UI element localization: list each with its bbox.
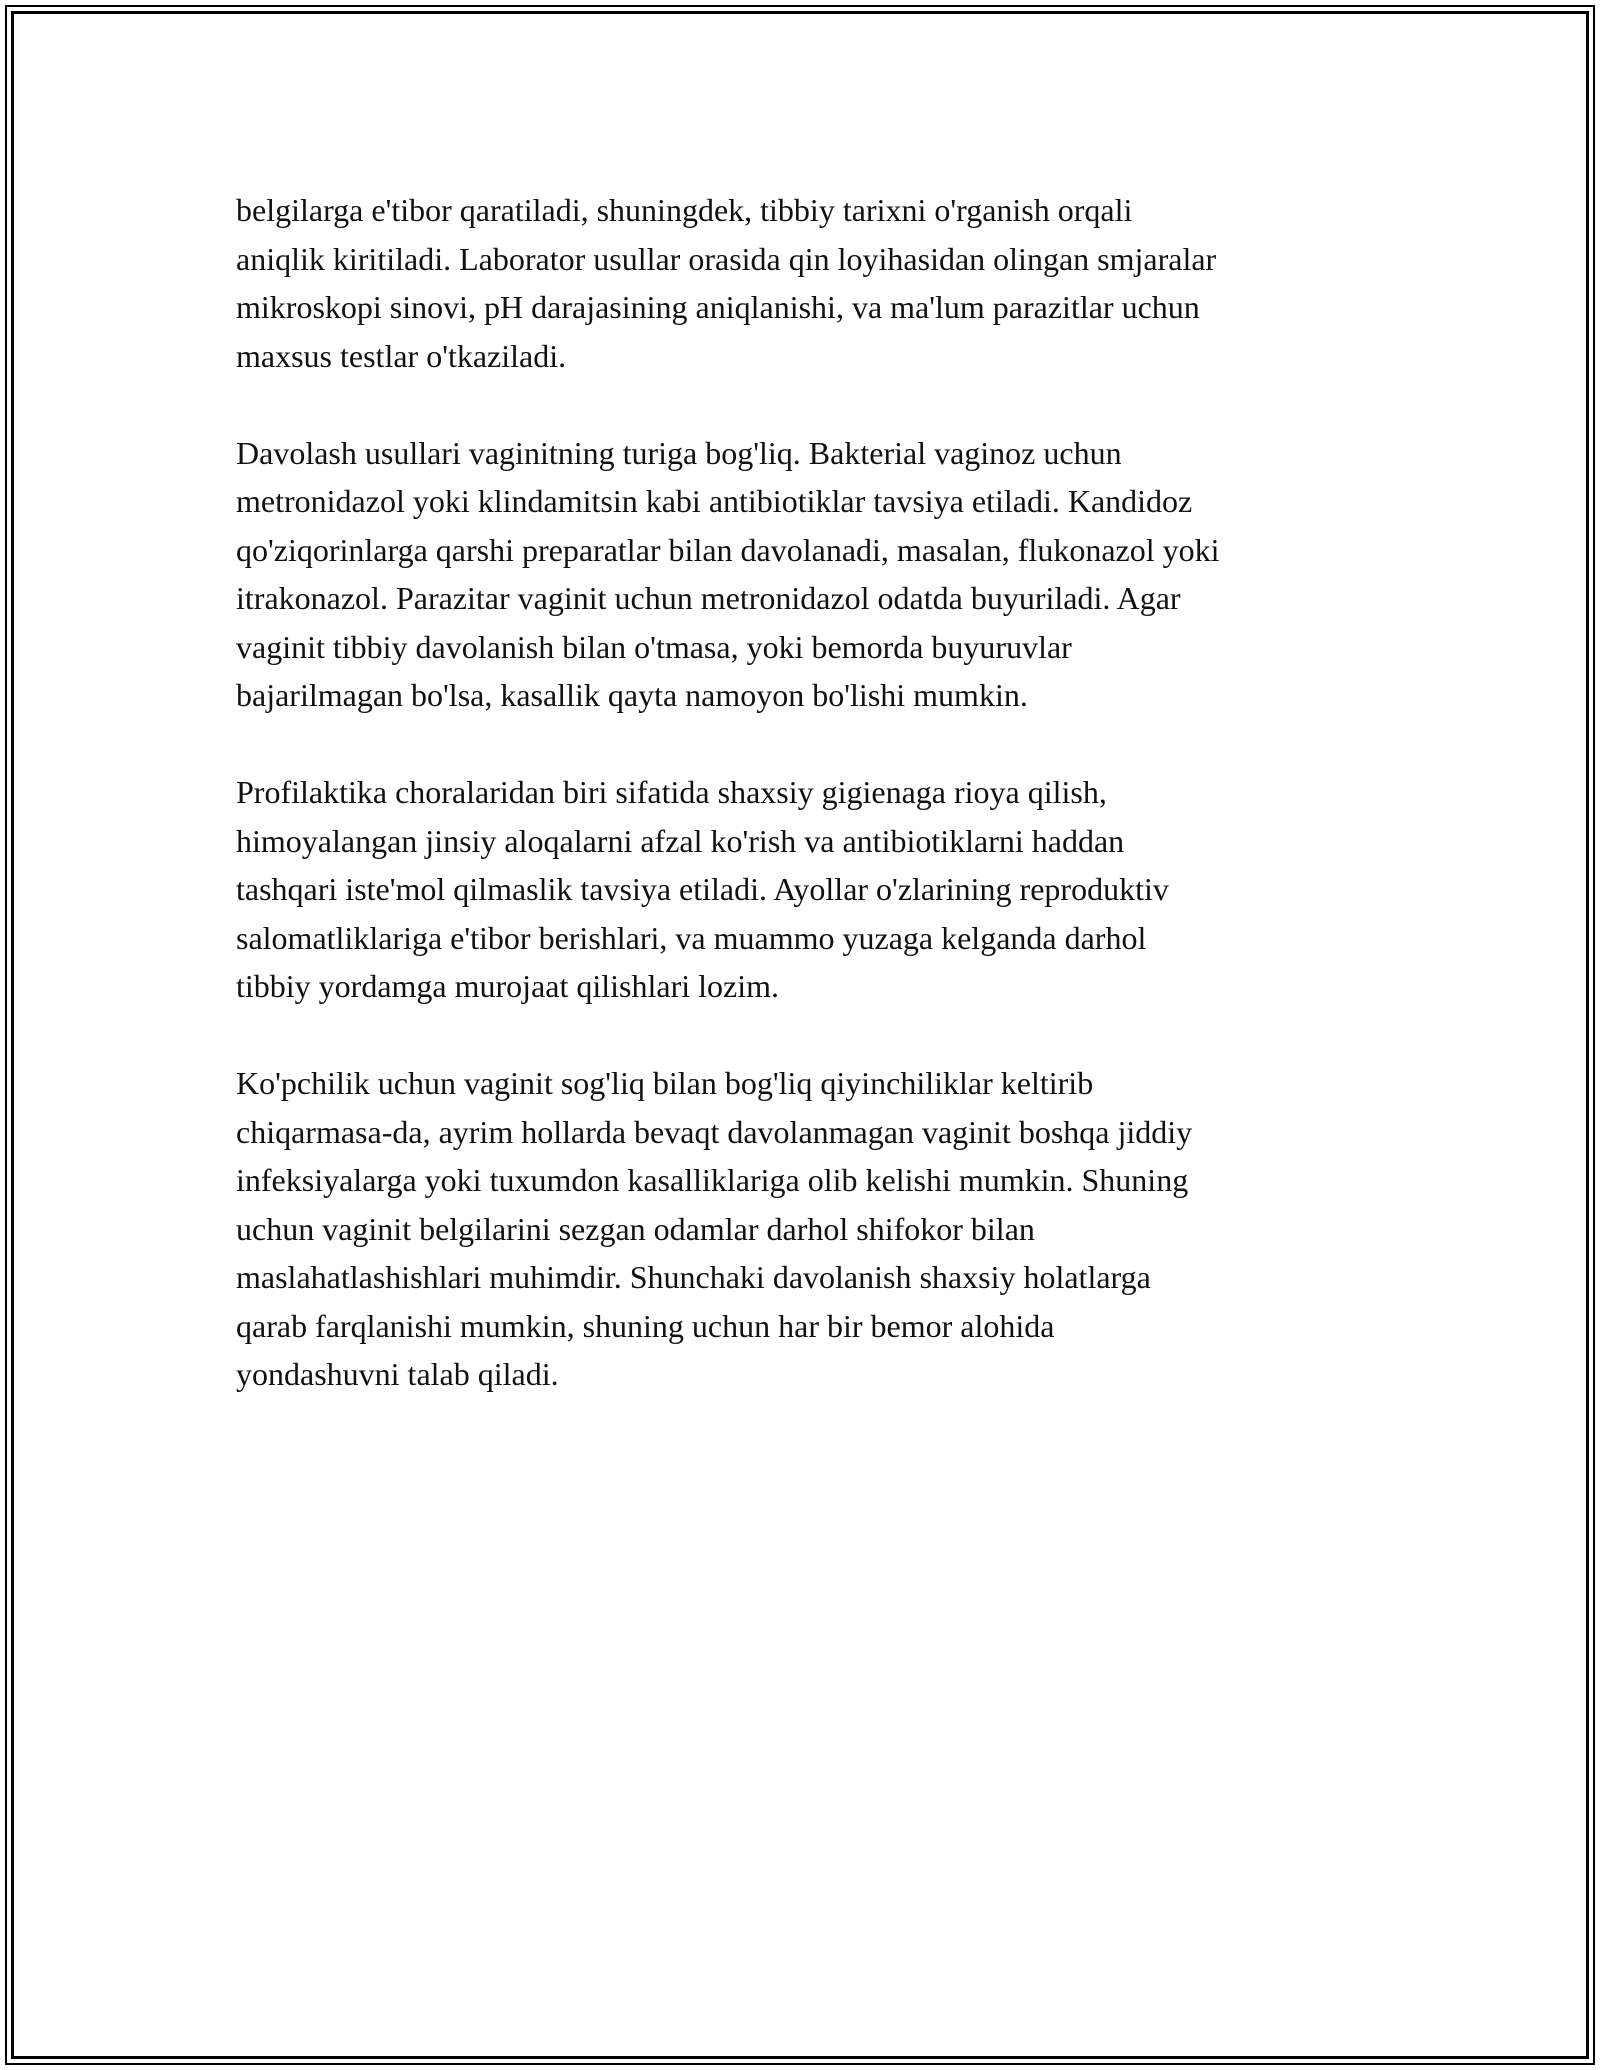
text-line: aniqlik kiritiladi. Laborator usullar orasida qin loyihasidan olingan smjaralar	[236, 240, 1217, 277]
text-line: vaginit tibbiy davolanish bilan o'tmasa, yoki bemorda buyuruvlar	[236, 628, 1072, 665]
document-body	[236, 186, 1376, 1447]
paragraph-treatment	[236, 429, 1376, 720]
text-line: Ko'pchilik uchun vaginit sog'liq bilan bog'liq qiyinchiliklar keltirib	[236, 1065, 1094, 1101]
text-line: maxsus testlar o'tkaziladi.	[236, 337, 567, 374]
text-line: salomatliklariga e'tibor berishlari, va muammo yuzaga kelganda darhol	[236, 919, 1147, 956]
text-line: qo'ziqorinlarga qarshi preparatlar bilan davolanadi, masalan, flukonazol yoki	[236, 531, 1220, 568]
text-line: himoyalangan jinsiy aloqalarni afzal ko'rish va antibiotiklarni haddan	[236, 822, 1125, 859]
text-line: tibbiy yordamga murojaat qilishlari lozim.	[236, 968, 779, 1004]
text-line: chiqarmasa-da, ayrim hollarda bevaqt davolanmagan vaginit boshqa jiddiy	[236, 1113, 1193, 1150]
paragraph-prevention	[236, 768, 1376, 1011]
text-line: yondashuvni talab qiladi.	[236, 1356, 559, 1392]
paragraph-conclusion	[236, 1059, 1376, 1399]
text-line: uchun vaginit belgilarini sezgan odamlar darhol shifokor bilan	[236, 1210, 1035, 1247]
text-line: infeksiyalarga yoki tuxumdon kasalliklariga olib kelishi mumkin. Shuning	[236, 1162, 1189, 1198]
text-line: itrakonazol. Parazitar vaginit uchun metronidazol odatda buyuriladi. Agar	[236, 580, 1181, 616]
paragraph-diagnosis	[236, 186, 1376, 380]
text-line: Davolash usullari vaginitning turiga bog'liq. Bakterial vaginoz uchun	[236, 434, 1122, 471]
text-line: tashqari iste'mol qilmaslik tavsiya etiladi. Ayollar o'zlarining reproduktiv	[236, 871, 1169, 907]
text-line: bajarilmagan bo'lsa, kasallik qayta namoyon bo'lishi mumkin.	[236, 677, 1028, 713]
text-line: maslahatlashishlari muhimdir. Shunchaki davolanish shaxsiy holatlarga	[236, 1259, 1151, 1295]
text-line: metronidazol yoki klindamitsin kabi antibiotiklar tavsiya etiladi. Kandidoz	[236, 483, 1193, 519]
text-line: belgilarga e'tibor qaratiladi, shuningdek, tibbiy tarixni o'rganish orqali	[236, 192, 1133, 228]
text-line: mikroskopi sinovi, pH darajasining aniqlanishi, va ma'lum parazitlar uchun	[236, 289, 1200, 325]
text-line: qarab farqlanishi mumkin, shuning uchun har bir bemor alohida	[236, 1307, 1055, 1344]
text-line: Profilaktika choralaridan biri sifatida shaxsiy gigienaga rioya qilish,	[236, 774, 1107, 810]
